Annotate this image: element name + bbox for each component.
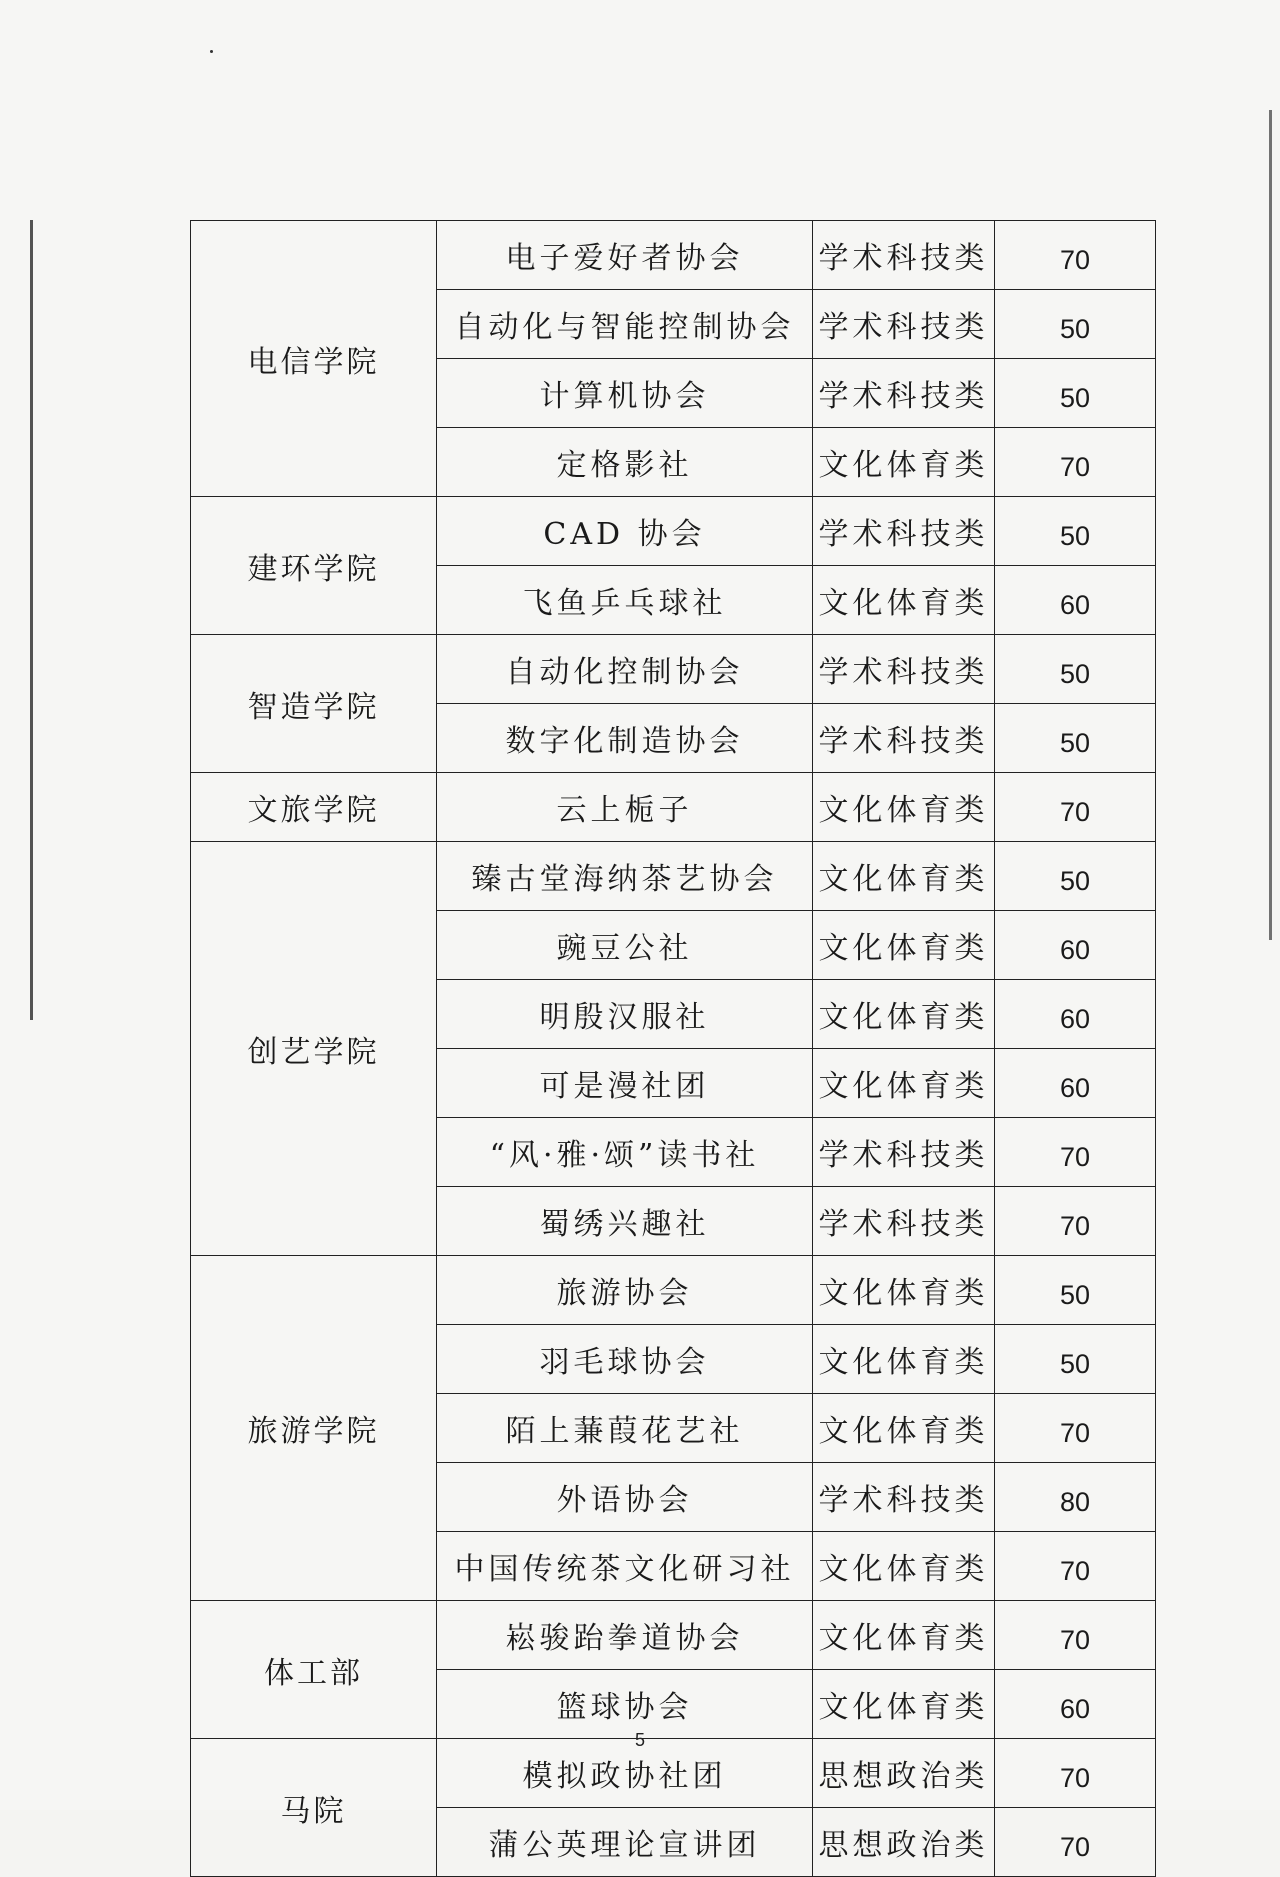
college-cell: 马院: [191, 1739, 437, 1877]
category-cell: 学术科技类: [813, 290, 995, 359]
count-cell: 50: [995, 704, 1156, 773]
club-name-cell: 云上栀子: [437, 773, 813, 842]
count-cell: 70: [995, 773, 1156, 842]
club-name-cell: 蜀绣兴趣社: [437, 1187, 813, 1256]
category-cell: 文化体育类: [813, 1325, 995, 1394]
table-row: [191, 635, 1156, 704]
club-name-cell: 豌豆公社: [437, 911, 813, 980]
category-cell: 学术科技类: [813, 221, 995, 290]
count-cell: 50: [995, 842, 1156, 911]
table-row: [191, 773, 1156, 842]
count-cell: 60: [995, 566, 1156, 635]
category-cell: 学术科技类: [813, 497, 995, 566]
category-cell: 文化体育类: [813, 1601, 995, 1670]
category-cell: 文化体育类: [813, 1394, 995, 1463]
college-cell: 创艺学院: [191, 842, 437, 1256]
count-cell: 50: [995, 1256, 1156, 1325]
page-number: 5: [634, 1730, 645, 1750]
scan-edge-right: [1269, 110, 1272, 940]
club-name-cell: 数字化制造协会: [437, 704, 813, 773]
scan-speck: [210, 50, 213, 53]
club-name-cell: 明殷汉服社: [437, 980, 813, 1049]
college-cell: 体工部: [191, 1601, 437, 1739]
clubs-table-body: [191, 221, 1156, 1877]
count-cell: 70: [995, 221, 1156, 290]
club-name-cell: 篮球协会: [437, 1670, 813, 1739]
count-cell: 60: [995, 1049, 1156, 1118]
count-cell: 50: [995, 1325, 1156, 1394]
college-cell: 旅游学院: [191, 1256, 437, 1601]
category-cell: 学术科技类: [813, 1187, 995, 1256]
table-row: [191, 842, 1156, 911]
count-cell: 60: [995, 980, 1156, 1049]
table-row: [191, 497, 1156, 566]
club-name-cell: 电子爱好者协会: [437, 221, 813, 290]
club-name-cell: 可是漫社团: [437, 1049, 813, 1118]
club-name-cell: 羽毛球协会: [437, 1325, 813, 1394]
count-cell: 70: [995, 1394, 1156, 1463]
count-cell: 70: [995, 1187, 1156, 1256]
club-name-cell: 外语协会: [437, 1463, 813, 1532]
category-cell: 文化体育类: [813, 980, 995, 1049]
count-cell: 70: [995, 1808, 1156, 1877]
count-cell: 60: [995, 1670, 1156, 1739]
table-row: [191, 221, 1156, 290]
college-cell: 智造学院: [191, 635, 437, 773]
college-cell: 建环学院: [191, 497, 437, 635]
count-cell: 70: [995, 428, 1156, 497]
college-cell: 文旅学院: [191, 773, 437, 842]
club-name-cell: 飞鱼乒乓球社: [437, 566, 813, 635]
category-cell: 文化体育类: [813, 842, 995, 911]
count-cell: 50: [995, 497, 1156, 566]
club-name-cell: 中国传统茶文化研习社: [437, 1532, 813, 1601]
table-row: [191, 1256, 1156, 1325]
club-name-cell: 旅游协会: [437, 1256, 813, 1325]
category-cell: 文化体育类: [813, 566, 995, 635]
club-name-cell: 计算机协会: [437, 359, 813, 428]
club-name-cell: 自动化控制协会: [437, 635, 813, 704]
category-cell: 学术科技类: [813, 635, 995, 704]
club-name-cell: 陌上蒹葭花艺社: [437, 1394, 813, 1463]
club-name-cell: 模拟政协社团: [437, 1739, 813, 1808]
club-name-cell: CAD 协会: [437, 497, 813, 566]
category-cell: 思想政治类: [813, 1808, 995, 1877]
count-cell: 50: [995, 290, 1156, 359]
count-cell: 60: [995, 911, 1156, 980]
club-name-cell: 自动化与智能控制协会: [437, 290, 813, 359]
category-cell: 思想政治类: [813, 1739, 995, 1808]
college-cell: 电信学院: [191, 221, 437, 497]
category-cell: 文化体育类: [813, 1670, 995, 1739]
clubs-table: [190, 220, 1156, 1877]
club-name-cell: 定格影社: [437, 428, 813, 497]
category-cell: 文化体育类: [813, 1049, 995, 1118]
club-name-cell: 蒲公英理论宣讲团: [437, 1808, 813, 1877]
category-cell: 学术科技类: [813, 359, 995, 428]
table-row: [191, 1601, 1156, 1670]
count-cell: 70: [995, 1118, 1156, 1187]
club-name-cell: 臻古堂海纳茶艺协会: [437, 842, 813, 911]
category-cell: 文化体育类: [813, 1256, 995, 1325]
club-name-cell: “风·雅·颂”读书社: [437, 1118, 813, 1187]
count-cell: 70: [995, 1739, 1156, 1808]
club-name-cell: 崧骏跆拳道协会: [437, 1601, 813, 1670]
count-cell: 80: [995, 1463, 1156, 1532]
category-cell: 文化体育类: [813, 911, 995, 980]
category-cell: 文化体育类: [813, 1532, 995, 1601]
count-cell: 70: [995, 1532, 1156, 1601]
scan-edge-left: [30, 220, 33, 1020]
category-cell: 文化体育类: [813, 428, 995, 497]
category-cell: 学术科技类: [813, 704, 995, 773]
category-cell: 文化体育类: [813, 773, 995, 842]
count-cell: 50: [995, 635, 1156, 704]
count-cell: 70: [995, 1601, 1156, 1670]
count-cell: 50: [995, 359, 1156, 428]
category-cell: 学术科技类: [813, 1118, 995, 1187]
category-cell: 学术科技类: [813, 1463, 995, 1532]
